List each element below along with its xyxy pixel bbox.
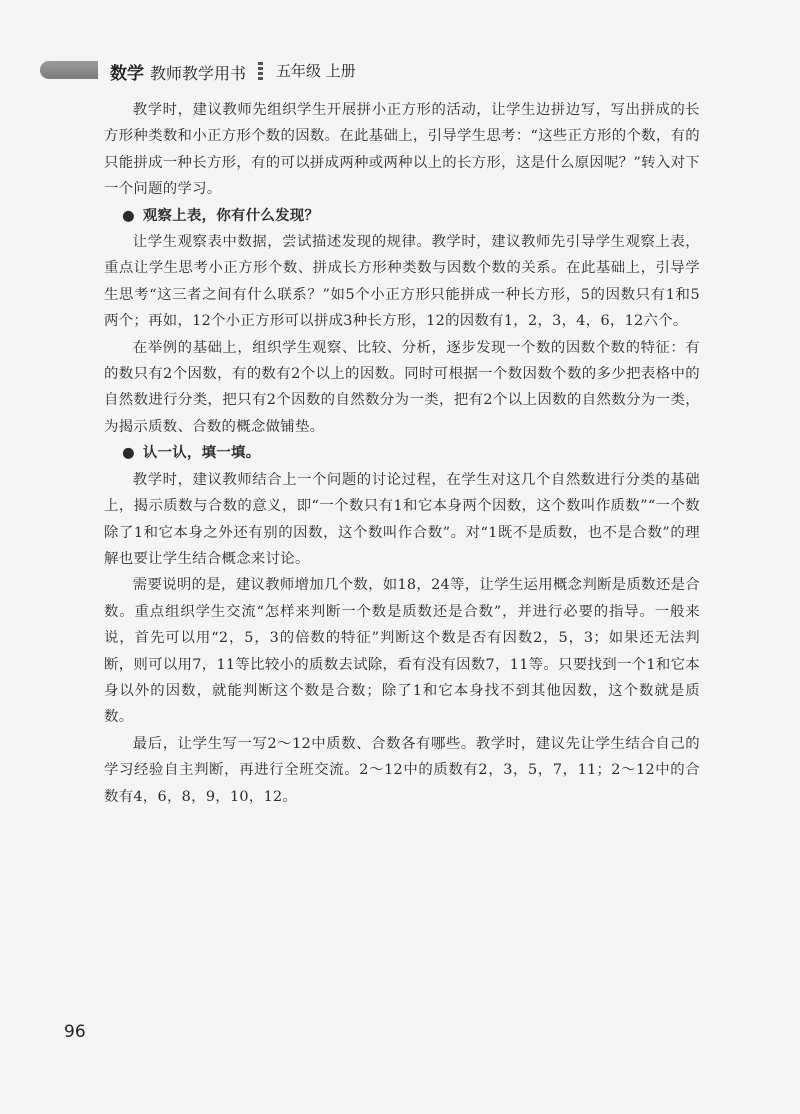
header-separator — [258, 62, 263, 80]
paragraph-5: 需要说明的是，建议教师增加几个数，如18，24等，让学生运用概念判断是质数还是合数。重点组织学生交流“怎样来判断一个数是质数还是合数”，并进行必要的指导。一般来说，首先可以用“2，5，3的倍数的特征”判断这个数是否有因数2，5，3；如果还无法判断，则可以用7，11等比较小的质数去试除，看有没有因数7，11等。只要找到一个1和它本身以外的因数，就能判断这个数是合数；除了1和它本身找不到其他因数，这个数就是质数。 — [104, 577, 700, 726]
paragraph-3: 在举例的基础上，组织学生观察、比较、分析，逐步发现一个数的因数个数的特征：有的数只有2个因数，有的数有2个以上的因数。同时可根据一个数因数个数的多少把表格中的自然数进行分类，把只有2个因数的自然数分为一类，把有2个以上因数的自然数分为一类，为揭示质数、合数的概念做铺垫。 — [104, 339, 700, 435]
paragraph-4: 教学时，建议教师结合上一个问题的讨论过程，在学生对这几个自然数进行分类的基础上，揭示质数与合数的意义，即“一个数只有1和它本身两个因数，这个数叫作质数”“一个数除了1和它本身之外还有别的因数，这个数叫作合数”。对“1既不是质数，也不是合数”的理解也要让学生结合概念来讨论。 — [104, 471, 700, 567]
paragraph-1: 教学时，建议教师先组织学生开展拼小正方形的活动，让学生边拼边写，写出拼成的长方形种类数和小正方形个数的因数。在此基础上，引导学生思考：“这些正方形的个数，有的只能拼成一种长方形，有的可以拼成两种或两种以上的长方形，这是什么原因呢？”转入对下一个问题的学习。 — [104, 102, 700, 198]
header-grade: 五年级 上册 — [276, 62, 356, 80]
header-title — [110, 59, 246, 84]
header-book: 教师教学用书 — [150, 64, 247, 83]
header-tab-decoration — [40, 61, 98, 79]
bullet-icon: ● — [122, 207, 135, 224]
section-heading-identify-text: 认一认，填一填。 — [142, 445, 261, 462]
paragraph-2: 让学生观察表中数据，尝试描述发现的规律。教学时，建议教师先引导学生观察上表，重点让学生思考小正方形个数、拼成长方形种类数与因数个数的关系。在此基础上，引导学生思考“这三者之间有什么联系？”如5个小正方形只能拼成一种长方形，5的因数只有1和5两个；再如，12个小正方形可以拼成3种长方形，12的因数有1，2，3，4，6，12六个。 — [104, 234, 700, 330]
page-number: 96 — [64, 1022, 86, 1042]
section-heading-observe-text: 观察上表，你有什么发现？ — [142, 207, 320, 224]
header-subject: 数学 — [110, 64, 144, 84]
section-heading-identify — [104, 440, 700, 466]
paragraph-6: 最后，让学生写一写2～12中质数、合数各有哪些。教学时，建议先让学生结合自己的学习经验自主判断，再进行全班交流。2～12中的质数有2，3，5，7，11；2～12中的合数有4，6，8，9，10，12。 — [104, 735, 700, 805]
page-content — [104, 97, 700, 810]
bullet-icon: ● — [122, 445, 135, 462]
section-heading-observe — [104, 203, 700, 229]
page-header — [0, 52, 800, 88]
